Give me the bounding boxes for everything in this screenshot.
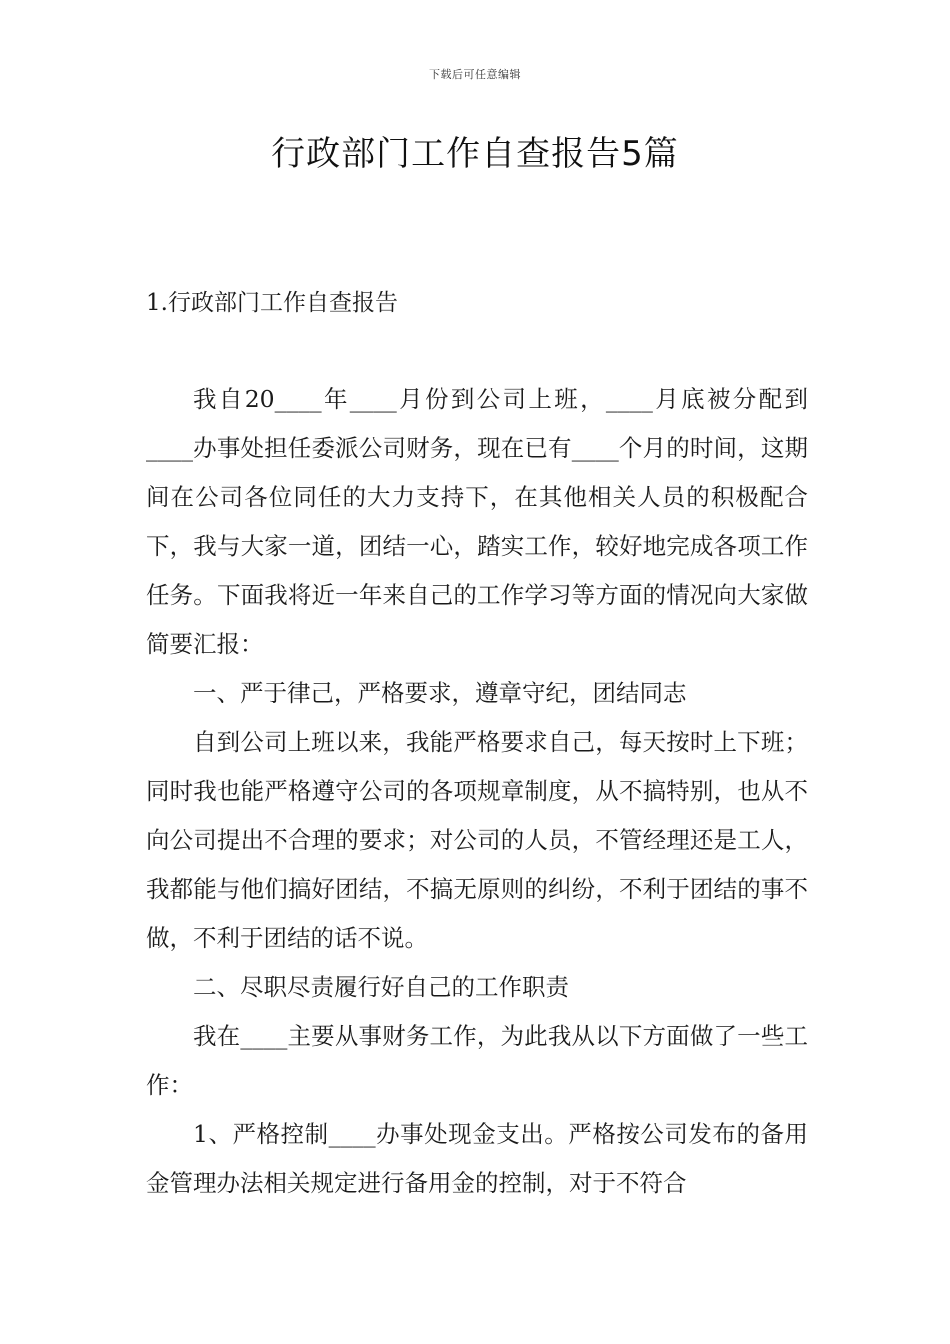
subheading-discipline: 一、严于律己，严格要求，遵章守纪，团结同志 — [193, 679, 687, 707]
header-note: 下载后可任意编辑 — [429, 68, 521, 81]
document-body — [146, 375, 808, 1208]
subheading-duties: 二、尽职尽责履行好自己的工作职责 — [193, 973, 569, 1001]
section-heading: 1.行政部门工作自查报告 — [146, 290, 398, 316]
paragraph-discipline: 自到公司上班以来，我能严格要求自己，每天按时上下班；同时我也能严格遵守公司的各项规章制度，从不搞特别，也从不向公司提出不合理的要求；对公司的人员，不管经理还是工人，我都能与他们搞好团结，不搞无原则的纠纷，不利于团结的事不做，不利于团结的话不说。 — [146, 728, 808, 952]
paragraph-duties: 我在____主要从事财务工作，为此我从以下方面做了一些工作： — [146, 1022, 808, 1099]
paragraph-item-1: 1、严格控制____办事处现金支出。严格按公司发布的备用金管理办法相关规定进行备用金的控制，对于不符合 — [146, 1120, 808, 1197]
document-title: 行政部门工作自查报告5篇 — [271, 134, 679, 174]
paragraph-intro: 我自20____年____月份到公司上班，____月底被分配到____办事处担任委派公司财务，现在已有____个月的时间，这期间在公司各位同任的大力支持下，在其他相关人员的积极配合下，我与大家一道，团结一心，踏实工作，较好地完成各项工作任务。下面我将近一年来自己的工作学习等方面的情况向大家做简要汇报： — [146, 385, 808, 658]
